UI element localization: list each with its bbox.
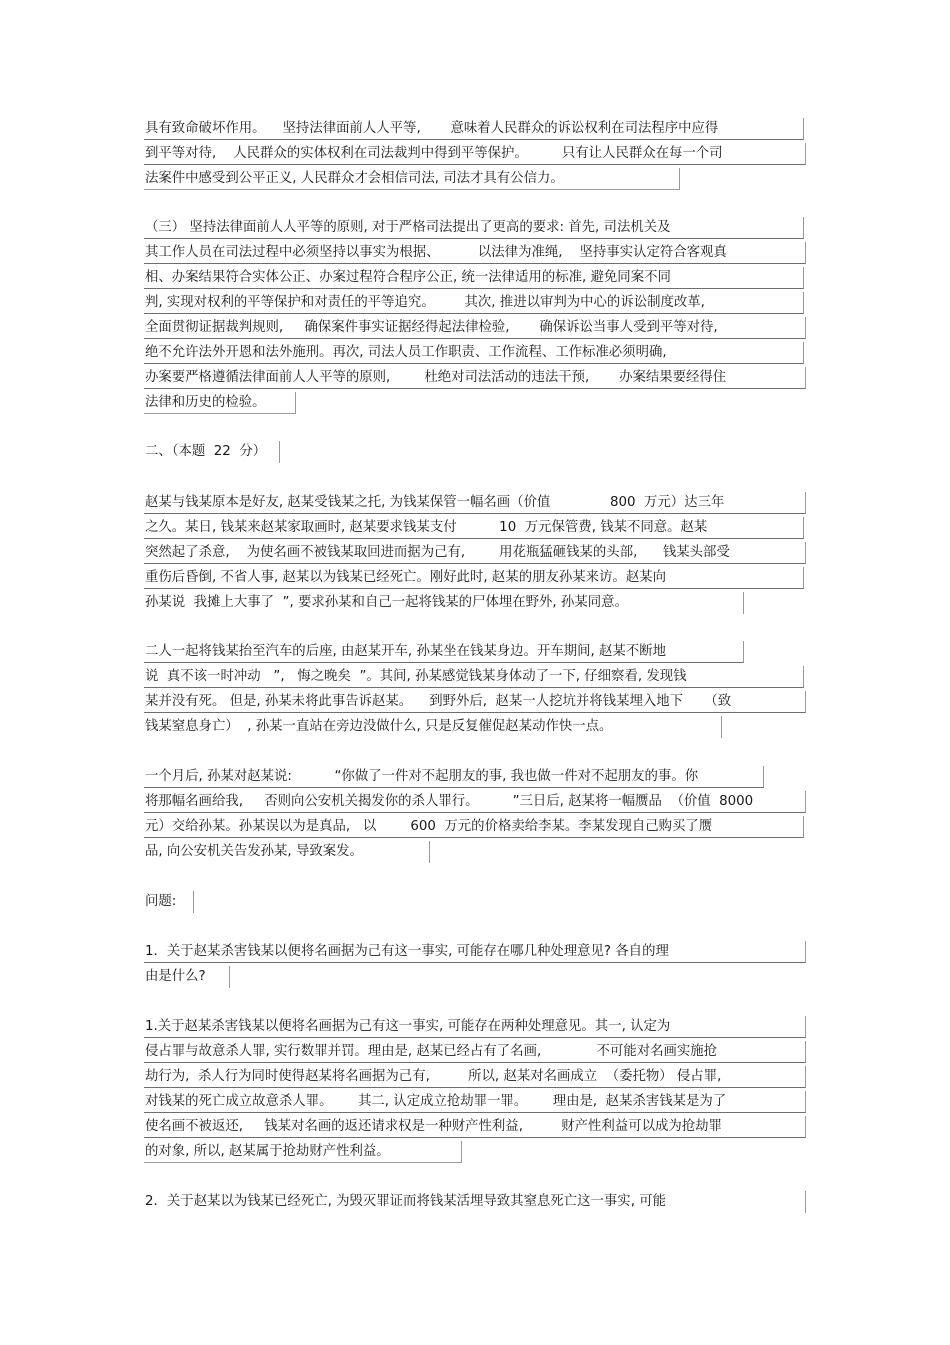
text-line: 赵某与钱某原本是好友, 赵某受钱某之托, 为钱某保管一幅名画（价值 800 万元）达三年 (144, 492, 806, 514)
text-line: 二人一起将钱某抬至汽车的后座, 由赵某开车, 孙某坐在钱某身边。开车期间, 赵某不断地 (144, 641, 744, 663)
answer-line: 的对象, 所以, 赵某属于抢劫财产性利益。 (144, 1141, 462, 1163)
text-line: 品, 向公安机关告发孙某, 导致案发。 (144, 841, 430, 863)
section-heading: 二、（本题 22 分） (144, 441, 280, 463)
question-line: 1．关于赵某杀害钱某以便将名画据为己有这一事实, 可能存在哪几种处理意见? 各自的理 (144, 941, 806, 963)
question-label: 问题: (144, 891, 194, 913)
text-line: 具有致命破坏作用。 坚持法律面前人人平等, 意味着人民群众的诉讼权利在司法程序中应得 (144, 118, 804, 140)
text-line: 重伤后昏倒, 不省人事, 赵某以为钱某已经死亡。刚好此时, 赵某的朋友孙某来访。赵某向 (144, 567, 804, 589)
text-line: 之久。某日, 钱某来赵某家取画时, 赵某要求钱某支付 10 万元保管费, 钱某不同意。赵某 (144, 517, 804, 539)
text-line: 某并没有死。 但是, 孙某未将此事告诉赵某。 到野外后, 赵某一人挖坑并将钱某埋入地下 （致 (144, 691, 806, 713)
text-line: 全面贯彻证据裁判规则, 确保案件事实证据经得起法律检验, 确保诉讼当事人受到平等对待, (144, 317, 806, 339)
answer-line: 使名画不被返还, 钱某对名画的返还请求权是一种财产性利益, 财产性利益可以成为抢劫罪 (144, 1116, 806, 1138)
text-line: 其工作人员在司法过程中必须坚持以事实为根据、 以法律为准绳, 坚持事实认定符合客观真 (144, 242, 806, 264)
text-line: 孙某说 我摊上大事了 ”, 要求孙某和自己一起将钱某的尸体埋在野外, 孙某同意。 (144, 592, 744, 614)
text-line: 钱某窒息身亡） , 孙某一直站在旁边没做什么, 只是反复催促赵某动作快一点。 (144, 716, 722, 738)
text-line: 说 真不该一时冲动 ”, 悔之晚矣 ”。其间, 孙某感觉钱某身体动了一下, 仔细察看, 发现钱 (144, 666, 804, 688)
text-line: 到平等对待, 人民群众的实体权利在司法裁判中得到平等保护。 只有让人民群众在每一个司 (144, 143, 806, 165)
answer-line: 对钱某的死亡成立故意杀人罪。 其二, 认定成立抢劫罪一罪。 理由是, 赵某杀害钱某是为了 (144, 1091, 806, 1113)
text-line: 判, 实现对权利的平等保护和对责任的平等追究。 其次, 推进以审判为中心的诉讼制度改革, (144, 292, 804, 314)
text-line: 元）交给孙某。孙某误以为是真品, 以 600 万元的价格卖给李某。李某发现自己购买了赝 (144, 816, 804, 838)
text-line: 办案要严格遵循法律面前人人平等的原则, 杜绝对司法活动的违法干预, 办案结果要经得住 (144, 367, 806, 389)
text-line: 绝不允许法外开恩和法外施刑。再次, 司法人员工作职责、工作流程、工作标准必须明确, (144, 342, 804, 364)
text-line: 法案件中感受到公平正义, 人民群众才会相信司法, 司法才具有公信力。 (144, 168, 680, 190)
text-line: 相、办案结果符合实体公正、办案过程符合程序公正, 统一法律适用的标准, 避免同案不同 (144, 267, 804, 289)
question-line: 2．关于赵某以为钱某已经死亡, 为毁灭罪证而将钱某活埋导致其窒息死亡这一事实, 可能 (144, 1191, 806, 1213)
text-line: （三） 坚持法律面前人人平等的原则, 对于严格司法提出了更高的要求: 首先, 司法机关及 (144, 217, 804, 239)
text-line: 突然起了杀意, 为使名画不被钱某取回进而据为己有, 用花瓶猛砸钱某的头部, 钱某头部受 (144, 542, 806, 564)
answer-line: 劫行为, 杀人行为同时使得赵某将名画据为己有, 所以, 赵某对名画成立 （委托物） 侵占罪, (144, 1066, 806, 1088)
question-line: 由是什么? (144, 966, 230, 988)
text-line: 一个月后, 孙某对赵某说: “你做了一件对不起朋友的事, 我也做一件对不起朋友的事。你 (144, 766, 764, 788)
text-line: 将那幅名画给我, 否则向公安机关揭发你的杀人罪行。 ”三日后, 赵某将一幅赝品 （价值 8000 (144, 791, 806, 813)
answer-line: 1.关于赵某杀害钱某以便将名画据为己有这一事实, 可能存在两种处理意见。其一, 认定为 (144, 1016, 806, 1038)
text-line: 法律和历史的检验。 (144, 392, 296, 414)
answer-line: 侵占罪与故意杀人罪, 实行数罪并罚。理由是, 赵某已经占有了名画, 不可能对名画实施抢 (144, 1041, 806, 1063)
